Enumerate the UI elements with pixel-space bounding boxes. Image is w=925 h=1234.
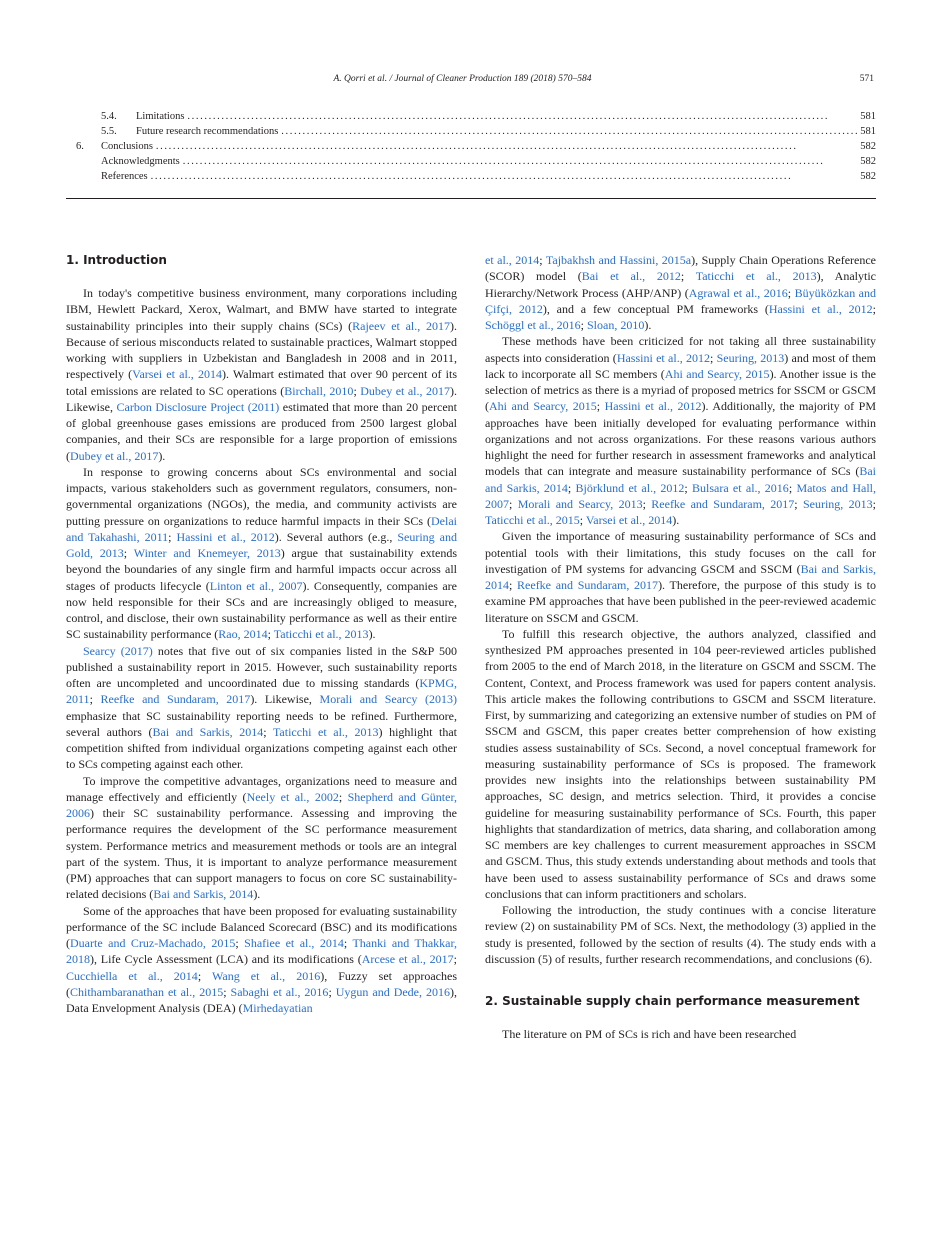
paragraph: et al., 2014; Tajbakhsh and Hassini, 2015a), Supply Chain Operations Reference (SCOR) model (Bai et al., 2012; Taticchi et al., 2013), Analytic Hierarchy/Network Process (AHP/ANP) (Agrawal et al., 2016; Büyüközkan and Çifçi, 2012), and a few conceptual PM frameworks (Hassini et al., 2012; Schöggl et al., 2016; Sloan, 2010). xyxy=(485,253,877,332)
citation-link[interactable]: Ahi and Searcy, 2015 xyxy=(664,366,770,381)
toc-leader xyxy=(151,169,858,184)
citation-link[interactable]: Searcy (2017) xyxy=(83,643,153,658)
paragraph: In response to growing concerns about SCs environmental and social impacts, various stakeholders such as government regulators, consumers, non-governmental organizations (NGOs), the media, and community activists are putting pressure on organizations to reduce harmful impacts in their SCs (Delai and Takahashi, 2011; Hassini et al., 2012). Several authors (e.g., Seuring and Gold, 2013; Winter and Knemeyer, 2013) argue that sustainability extends beyond the boundaries of any single firm and harmful impacts occur across all stages of products lifecycle (Linton et al., 2007). Consequently, companies are now held responsible for their SCs and are increasingly obliged to measure, control, and disclose, their own sustainability performance as well as their entire SC sustainability performance (Rao, 2014; Taticchi et al., 2013). xyxy=(66,464,458,642)
citation-link[interactable]: Bulsara et al., 2016 xyxy=(691,480,789,495)
toc-number: 5.5. xyxy=(101,126,117,137)
citation-link[interactable]: Taticchi et al., 2015 xyxy=(485,513,580,527)
toc-label: Future research recommendations xyxy=(136,126,279,137)
citation-link[interactable]: et al., 2014 xyxy=(485,253,540,267)
citation-link[interactable]: Chithambaranathan et al., 2015 xyxy=(70,984,224,999)
citation-link[interactable]: Duarte and Cruz-Machado, 2015 xyxy=(70,936,236,950)
citation-link[interactable]: Sloan, 2010 xyxy=(587,318,645,332)
citation-link[interactable]: Hassini et al., 2012 xyxy=(176,529,275,544)
toc-leader xyxy=(281,124,857,139)
citation-link[interactable]: Varsei et al., 2014 xyxy=(132,367,222,382)
citation-link[interactable]: Shepherd and Günter, 2006 xyxy=(66,789,457,820)
toc-entry[interactable] xyxy=(66,109,876,124)
toc-label: Limitations xyxy=(136,111,185,122)
paragraph: These methods have been criticized for not taking all three sustainability aspects into consideration (Hassini et al., 2012; Seuring, 2013) and most of them lack to incorporate all SC members (Ahi and Searcy, 2015). Another issue is the selection of metrics as there is a myriad of proposed metrics for SSCM or GSCM (Ahi and Searcy, 2015; Hassini et al., 2012). Additionally, the majority of PM approaches have been initially developed for evaluating performance within organizations and not across organizations. For these reasons various authors highlight the need for further research in assessment frameworks and analytical models that can integrate and measure sustainability performance of SCs (Bai and Sarkis, 2014; Björklund et al., 2012; Bulsara et al., 2016; Matos and Hall, 2007; Morali and Searcy, 2013; Reefke and Sundaram, 2017; Seuring, 2013; Taticchi et al., 2015; Varsei et al., 2014). xyxy=(485,334,877,527)
paragraph: The literature on PM of SCs is rich and have been researched xyxy=(502,1027,797,1041)
citation-link[interactable]: Morali and Searcy (2013) xyxy=(319,692,457,707)
toc-entry[interactable] xyxy=(66,139,876,154)
toc-entry[interactable] xyxy=(66,154,876,169)
toc-entry[interactable] xyxy=(66,169,876,184)
citation-link[interactable]: Neely et al., 2002 xyxy=(246,789,339,804)
citation-link[interactable]: Reefke and Sundaram, 2017 xyxy=(651,496,795,511)
citation-link[interactable]: Reefke and Sundaram, 2017 xyxy=(517,578,659,592)
paragraph: To improve the competitive advantages, organizations need to measure and manage effectively and efficiently (Neely et al., 2002; Shepherd and Günter, 2006) their SC sustainability performance. Assessing and improving the performance requires the development of the SC performance measurement system. Performance metrics and measurement methods or tools are an integral part of the system. Thus, it is important to analyze performance measurement (PM) approaches that can support managers to focus on core SC sustainability-related decisions (Bai and Sarkis, 2014). xyxy=(66,773,457,902)
left-column xyxy=(66,252,457,1016)
citation-link[interactable]: Shafiee et al., 2014 xyxy=(244,936,344,950)
toc-label: Conclusions xyxy=(101,141,153,152)
citation-link[interactable]: Uygun and Dede, 2016 xyxy=(335,984,450,999)
citation-link[interactable]: Dubey et al., 2017 xyxy=(70,448,159,463)
citation-link[interactable]: Morali and Searcy, 2013 xyxy=(517,496,643,511)
citation-link[interactable]: Tajbakhsh and Hassini, 2015a xyxy=(545,253,692,267)
citation-link[interactable]: Cucchiella et al., 2014 xyxy=(66,968,198,983)
citation-link[interactable]: Taticchi et al., 2013 xyxy=(273,627,369,642)
citation-link[interactable]: Sabaghi et al., 2016 xyxy=(230,984,329,999)
citation-link[interactable]: Mirhedayatian xyxy=(242,1001,313,1015)
citation-link[interactable]: Birchall, 2010 xyxy=(284,383,354,398)
citation-link[interactable]: Varsei et al., 2014 xyxy=(585,513,673,527)
toc-leader xyxy=(183,154,858,169)
citation-link[interactable]: Bai and Sarkis, 2014 xyxy=(485,561,876,592)
section-heading: 2. Sustainable supply chain performance measurement xyxy=(485,994,860,1008)
toc-page: 581 xyxy=(860,111,876,122)
citation-link[interactable]: Bai et al., 2012 xyxy=(581,269,681,284)
section-heading: 1. Introduction xyxy=(66,253,167,267)
citation-link[interactable]: Carbon Disclosure Project (2011) xyxy=(116,399,280,414)
citation-link[interactable]: Hassini et al., 2012 xyxy=(768,301,873,316)
page-number: 571 xyxy=(859,74,874,84)
citation-link[interactable]: Björklund et al., 2012 xyxy=(575,480,685,495)
toc-page: 582 xyxy=(860,171,876,182)
toc-page: 582 xyxy=(860,156,876,167)
toc-number: 5.4. xyxy=(101,111,117,122)
toc-leader xyxy=(187,109,857,124)
citation-link[interactable]: Bai and Sarkis, 2014 xyxy=(153,887,254,902)
toc-page: 581 xyxy=(860,126,876,137)
toc-page: 582 xyxy=(860,141,876,152)
citation-link[interactable]: Linton et al., 2007 xyxy=(209,578,303,593)
paragraph: Following the introduction, the study continues with a concise literature review (2) on sustainability PM of SCs. Next, the methodology (3) applied in the study is presented, followed by the section of results (4). The study ends with a discussion (5) of results, further research recommendations, and conclusions (6). xyxy=(485,903,876,966)
citation-link[interactable]: Agrawal et al., 2016 xyxy=(688,285,788,300)
citation-link[interactable]: Seuring, 2013 xyxy=(802,496,873,511)
citation-link[interactable]: Hassini et al., 2012 xyxy=(604,399,702,414)
citation-link[interactable]: Matos and Hall, 2007 xyxy=(485,480,876,511)
citation-link[interactable]: Seuring, 2013 xyxy=(716,350,785,365)
citation-link[interactable]: Seuring and Gold, 2013 xyxy=(66,529,457,560)
citation-link[interactable]: Taticchi et al., 2013 xyxy=(695,269,817,284)
toc-number: 6. xyxy=(76,141,84,152)
citation-link[interactable]: Rao, 2014 xyxy=(218,627,268,642)
citation-link[interactable]: Taticchi et al., 2013 xyxy=(272,724,379,739)
citation-link[interactable]: Hassini et al., 2012 xyxy=(616,350,710,365)
paragraph: To fulfill this research objective, the authors analyzed, classified and synthesized PM approaches presented in 104 peer-reviewed articles published from 2005 to the end of March 2018, in the literature on GSCM and SSCM. The Content, Context, and Process framework was used for papers content analysis. This article makes the following contributions to GSCM and SSCM literature. First, by summarizing and categorizing an extensive number of studies on PM of SSCM and GSCM, this paper creates better comprehension of how existing studies assess sustainability of SCs. Second, a novel conceptual framework for measuring sustainability performance of SCs is proposed. The framework provides new insights into the relationships between sustainability PM approaches, SC design, and metrics selection. Third, it provides a concise guideline for measuring sustainability performance of SCs. Fourth, this paper highlights that standardization of metrics, data sharing, and collaboration among SC members are key challenges to current measurement approaches in SSCM and GSCM. Thus, this study extends understanding about methods and tools that have been used to assess sustainability performance of SCs and draws some conclusions that can inform practitioners and scholars. xyxy=(485,626,876,901)
toc-label: References xyxy=(101,171,148,182)
citation-link[interactable]: Delai and Takahashi, 2011 xyxy=(66,513,457,544)
citation-link[interactable]: Ahi and Searcy, 2015 xyxy=(489,399,597,414)
citation-link[interactable]: Thanki and Thakkar, 2018 xyxy=(66,936,457,967)
toc-divider xyxy=(66,198,876,199)
citation-link[interactable]: Bai and Sarkis, 2014 xyxy=(485,464,876,495)
paragraph: Given the importance of measuring sustainability performance of SCs and potential tools with their limitations, this study focuses on the call for investigation of PM systems for advancing GSCM and SSCM (Bai and Sarkis, 2014; Reefke and Sundaram, 2017). Therefore, the purpose of this study is to examine PM approaches that have been published in the peer-reviewed academic literature on SSCM and GSCM. xyxy=(485,529,876,625)
running-header xyxy=(0,74,925,88)
citation-link[interactable]: Büyüközkan and Çifçi, 2012 xyxy=(485,285,877,316)
citation-link[interactable]: Schöggl et al., 2016 xyxy=(485,318,581,332)
citation-link[interactable]: Reefke and Sundaram, 2017 xyxy=(100,692,251,707)
paragraph: Searcy (2017) notes that five out of six companies listed in the S&P 500 published a sustainability report in 2015. However, such sustainability reports often are uncompleted and uncoordinated due to missing standards (KPMG, 2011; Reefke and Sundaram, 2017). Likewise, Morali and Searcy (2013) emphasize that SC sustainability reporting needs to be refined. Furthermore, several authors (Bai and Sarkis, 2014; Taticchi et al., 2013) highlight that competition shifted from individual organizations competing against each other to SCs competing against each other. xyxy=(66,643,458,772)
toc-label: Acknowledgments xyxy=(101,156,180,167)
paragraph: Some of the approaches that have been proposed for evaluating sustainability performance of the SC include Balanced Scorecard (BSC) and its modifications (Duarte and Cruz-Machado, 2015; Shafiee et al., 2014; Thanki and Thakkar, 2018), Life Cycle Assessment (LCA) and its modifications (Arcese et al., 2017; Cucchiella et al., 2014; Wang et al., 2016), Fuzzy set approaches (Chithambaranathan et al., 2015; Sabaghi et al., 2016; Uygun and Dede, 2016), Data Envelopment Analysis (DEA) (Mirhedayatian xyxy=(66,903,458,1015)
citation-link[interactable]: KPMG, 2011 xyxy=(66,676,457,707)
journal-citation: A. Qorri et al. / Journal of Cleaner Production 189 (2018) 570–584 xyxy=(333,74,592,84)
citation-link[interactable]: Winter and Knemeyer, 2013 xyxy=(133,546,281,560)
toc-entry[interactable] xyxy=(66,124,876,139)
citation-link[interactable]: Bai and Sarkis, 2014 xyxy=(152,724,264,739)
toc-leader xyxy=(156,139,857,154)
citation-link[interactable]: Arcese et al., 2017 xyxy=(361,952,454,967)
paragraph: In today's competitive business environment, many corporations including IBM, Hewlett Packard, Xerox, Walmart, and BMW have started to integrate sustainability principles into their supply chains (SCs) (Rajeev et al., 2017). Because of serious misconducts related to sustainable practices, Walmart stopped working with suppliers in Uzbekistan and Bangladesh in 2008 and in 2011, respectively (Varsei et al., 2014). Walmart estimated that over 90 percent of its total emissions are related to SC operations (Birchall, 2010; Dubey et al., 2017). Likewise, Carbon Disclosure Project (2011) estimated that more than 20 percent of global greenhouse gases emissions are produced from 2500 largest global companies, and their SCs are responsible for a large proportion of emissions (Dubey et al., 2017). xyxy=(66,286,458,463)
citation-link[interactable]: Wang et al., 2016 xyxy=(212,968,321,983)
table-of-contents xyxy=(66,109,876,184)
right-column xyxy=(485,252,876,1042)
citation-link[interactable]: Dubey et al., 2017 xyxy=(360,383,450,398)
citation-link[interactable]: Rajeev et al., 2017 xyxy=(352,318,450,333)
